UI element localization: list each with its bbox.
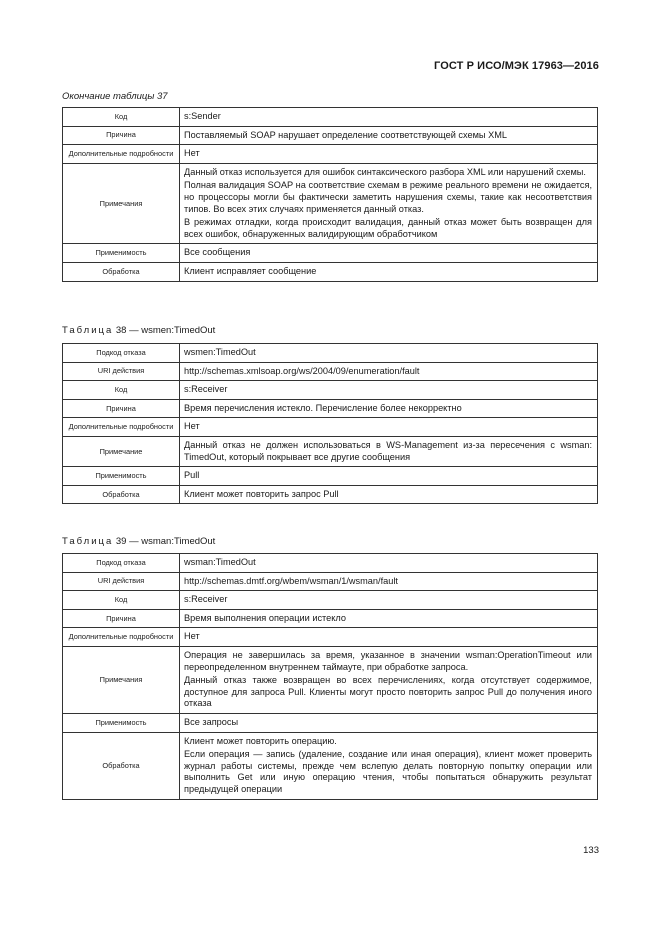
row-label: Применимость: [63, 713, 180, 732]
row-value: [180, 646, 598, 713]
value-paragraph: Клиент исправляет сообщение: [184, 265, 317, 276]
row-value: [180, 436, 598, 466]
row-value: [180, 362, 598, 381]
value-paragraph: Время перечисления истекло. Перечисление более некорректно: [184, 402, 462, 413]
row-value: [180, 609, 598, 628]
row-value: [180, 399, 598, 418]
row-value: [180, 467, 598, 486]
value-paragraph: Клиент может повторить запрос Pull: [184, 488, 339, 499]
row-label: Обработка: [63, 732, 180, 799]
value-paragraph: Нет: [184, 148, 200, 159]
value-paragraph: http://schemas.xmlsoap.org/ws/2004/09/enumeration/fault: [184, 365, 420, 376]
table-38-caption-prefix: Таблица: [62, 325, 114, 336]
table-row: [63, 591, 598, 610]
value-paragraph: Данный отказ не должен использоваться в WS-Management из-за пересечения с wsman: TimedOut, который покрывает все другие сообщения: [184, 439, 592, 462]
table-38-caption: [62, 325, 215, 336]
value-paragraph: Все запросы: [184, 716, 239, 727]
table-39: [62, 553, 598, 800]
row-value: [180, 381, 598, 400]
table-37: [62, 107, 598, 282]
table-row: [63, 713, 598, 732]
row-value: [180, 572, 598, 591]
row-label: Подкод отказа: [63, 344, 180, 363]
page-number: 133: [583, 845, 599, 856]
table-38-caption-title: 38 — wsmen:TimedOut: [115, 325, 216, 336]
table-row: [63, 381, 598, 400]
row-label: Код: [63, 108, 180, 127]
value-paragraph: Если операция — запись (удаление, создание или иная операция), клиент может проверить журнал работы системы, прежде чем вслепую делать повторную попытку операции или выполнить Get или иную операцию чтения, чтобы попытаться обнаружить результат предыдущей операции: [184, 749, 592, 794]
row-value: [180, 628, 598, 647]
table-row: [63, 467, 598, 486]
row-label: URI действия: [63, 572, 180, 591]
row-value: [180, 418, 598, 437]
table-row: [63, 262, 598, 281]
row-label: Примечание: [63, 436, 180, 466]
value-paragraph: В режимах отладки, когда происходит валидация, данный отказ может быть возвращен для всех ошибок, обнаруженных валидирующим обработчиком: [184, 217, 592, 239]
row-value: [180, 108, 598, 127]
row-label: Причина: [63, 399, 180, 418]
row-value: [180, 732, 598, 799]
value-paragraph: s:Receiver: [184, 594, 228, 605]
row-label: Обработка: [63, 262, 180, 281]
row-value: [180, 163, 598, 244]
value-paragraph: s:Receiver: [184, 384, 228, 395]
table-39-caption-prefix: Таблица: [62, 536, 114, 547]
table-39-caption: [62, 536, 215, 547]
row-value: [180, 244, 598, 263]
table-row: [63, 108, 598, 127]
value-paragraph: Время выполнения операции истекло: [184, 612, 346, 623]
table-row: [63, 344, 598, 363]
value-paragraph: Полная валидация SOAP на соответствие схемам в режиме реального времени не ожидается, но процессоры могли бы фактически заметить нарушения схемы, такие как несоответствия типов. Во всех этих случаях применяется данный отказ.: [184, 180, 592, 214]
value-paragraph: wsmen:TimedOut: [184, 347, 256, 357]
value-paragraph: Pull: [184, 470, 200, 481]
table-row: [63, 554, 598, 573]
table-row: [63, 244, 598, 263]
table-38: [62, 343, 598, 504]
row-label: Причина: [63, 126, 180, 145]
table-row: [63, 732, 598, 799]
row-label: Подкод отказа: [63, 554, 180, 573]
value-paragraph: Нет: [184, 631, 200, 642]
table-row: [63, 145, 598, 164]
value-paragraph: Все сообщения: [184, 247, 251, 258]
table-row: [63, 399, 598, 418]
value-paragraph: wsman:TimedOut: [184, 557, 256, 567]
row-value: [180, 126, 598, 145]
row-label: Применимость: [63, 244, 180, 263]
row-value: [180, 262, 598, 281]
row-label: Дополнительные подробности: [63, 145, 180, 164]
table-row: [63, 436, 598, 466]
table-row: [63, 609, 598, 628]
row-label: Причина: [63, 609, 180, 628]
table-39-caption-title: 39 — wsman:TimedOut: [115, 536, 216, 547]
table-row: [63, 628, 598, 647]
row-label: Код: [63, 381, 180, 400]
row-label: Примечания: [63, 646, 180, 713]
row-label: Код: [63, 591, 180, 610]
table-row: [63, 485, 598, 504]
value-paragraph: Операция не завершилась за время, указанное в значении wsman:OperationTimeout или переопределенном внутреннем таймауте, при обработке запроса.: [184, 649, 592, 672]
row-value: [180, 554, 598, 573]
row-value: [180, 344, 598, 363]
row-label: Применимость: [63, 467, 180, 486]
document-header: ГОСТ Р ИСО/МЭК 17963—2016: [434, 60, 599, 72]
row-value: [180, 145, 598, 164]
table-row: [63, 646, 598, 713]
row-value: [180, 713, 598, 732]
table-row: [63, 572, 598, 591]
table-row: [63, 163, 598, 244]
value-paragraph: Данный отказ используется для ошибок синтаксического разбора XML или нарушений схемы.: [184, 166, 586, 177]
row-value: [180, 591, 598, 610]
row-label: Дополнительные подробности: [63, 628, 180, 647]
value-paragraph: Поставляемый SOAP нарушает определение соответствующей схемы XML: [184, 129, 507, 140]
value-paragraph: s:Sender: [184, 111, 221, 121]
value-paragraph: Нет: [184, 421, 200, 432]
row-value: [180, 485, 598, 504]
table-37-caption: Окончание таблицы 37: [62, 91, 168, 102]
table-row: [63, 362, 598, 381]
row-label: Дополнительные подробности: [63, 418, 180, 437]
value-paragraph: Клиент может повторить операцию.: [184, 735, 337, 746]
row-label: Обработка: [63, 485, 180, 504]
table-row: [63, 126, 598, 145]
table-row: [63, 418, 598, 437]
value-paragraph: http://schemas.dmtf.org/wbem/wsman/1/wsman/fault: [184, 575, 398, 586]
row-label: Примечания: [63, 163, 180, 244]
value-paragraph: Данный отказ также возвращен во всех перечислениях, когда отсутствует содержимое, доступное для запроса Pull. Клиенты могут просто повторить запрос Pull до получения иного отказа: [184, 675, 592, 709]
row-label: URI действия: [63, 362, 180, 381]
